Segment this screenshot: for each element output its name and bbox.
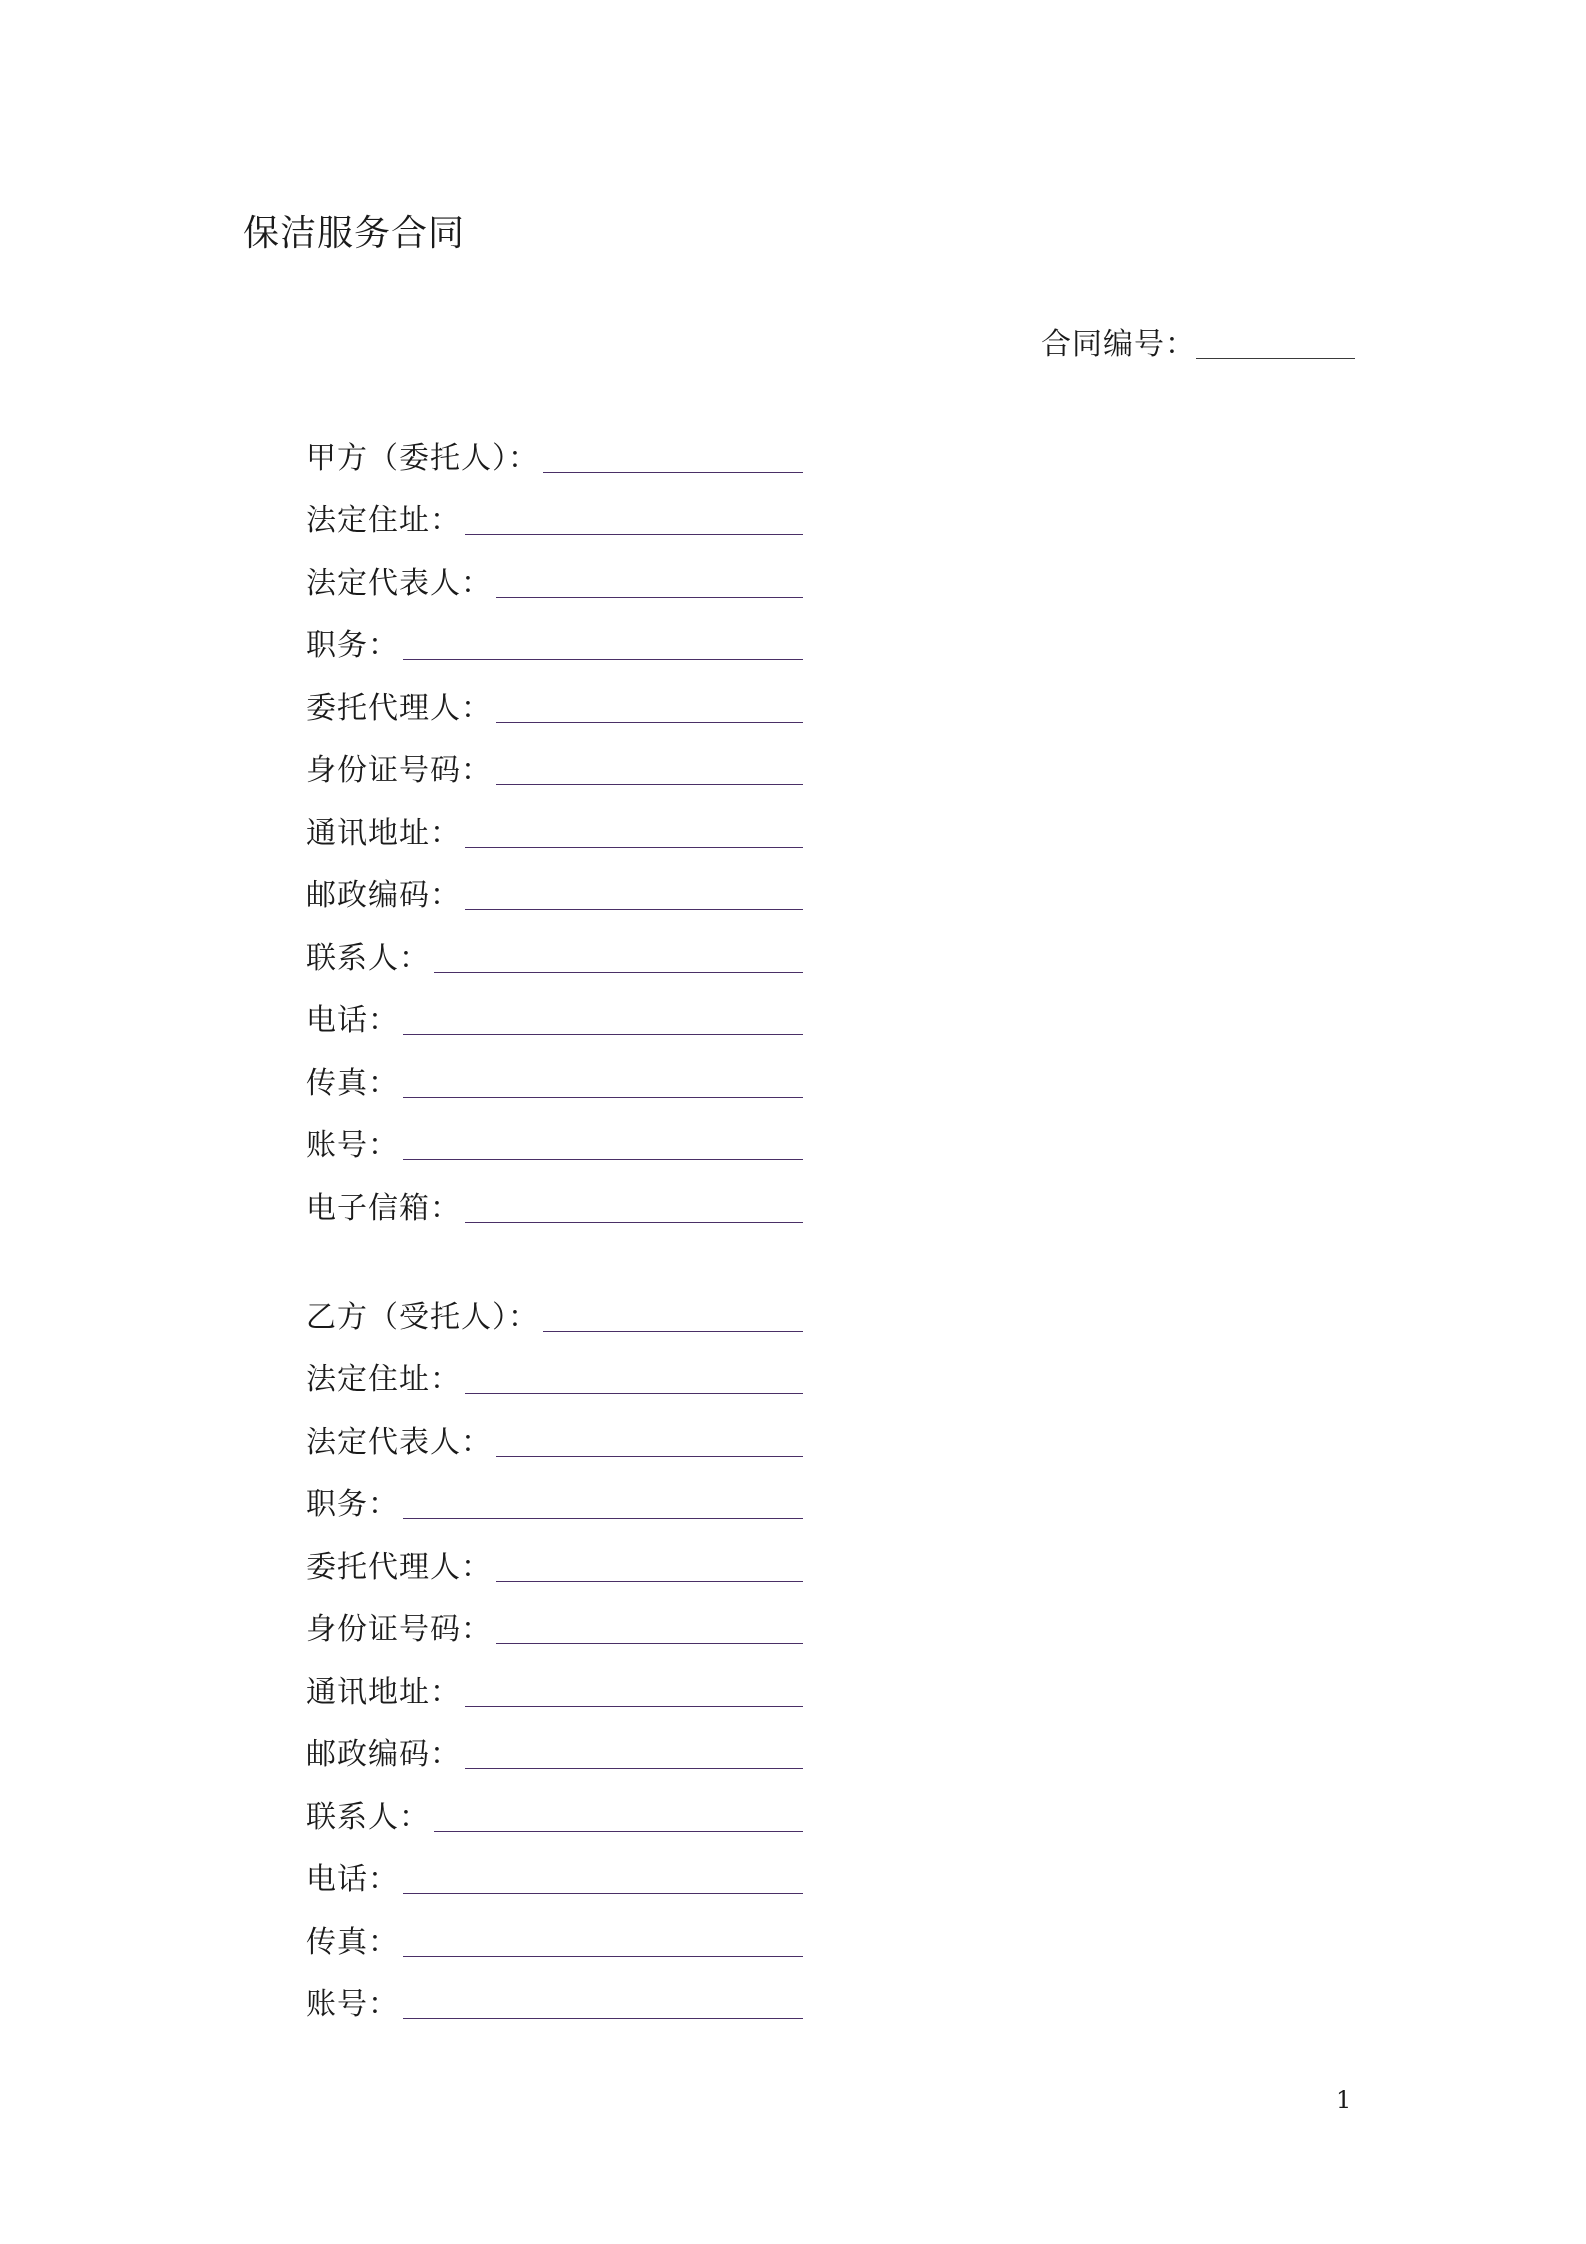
party-a-field-label: 传真： bbox=[306, 1065, 399, 1101]
party-a-field-label: 邮政编码： bbox=[306, 878, 461, 913]
party-b-fill-in-line bbox=[465, 1393, 803, 1394]
party-a-field-label: 身份证号码： bbox=[306, 753, 492, 788]
party-b-fill-in-line bbox=[403, 1893, 803, 1894]
party-a-fill-in-line bbox=[543, 472, 803, 473]
party-a-field-label: 委托代理人： bbox=[306, 690, 492, 726]
party-b-fill-in-line bbox=[403, 2018, 803, 2019]
party-a-field-label: 联系人： bbox=[306, 940, 430, 976]
party-b-field-5 bbox=[306, 1590, 803, 1653]
party-a-field-label: 通讯地址： bbox=[306, 815, 461, 851]
party-b-fill-in-line bbox=[465, 1706, 803, 1707]
party-b-field-label: 法定代表人： bbox=[306, 1424, 492, 1460]
party-a-field-12 bbox=[306, 1168, 803, 1231]
party-b-field-7 bbox=[306, 1715, 803, 1778]
party-b-field-label: 通讯地址： bbox=[306, 1674, 461, 1710]
party-b-field-0 bbox=[306, 1277, 803, 1340]
party-b-fill-in-line bbox=[434, 1831, 803, 1832]
party-b-field-11 bbox=[306, 1965, 803, 2028]
party-b-field-label: 邮政编码： bbox=[306, 1737, 461, 1772]
party-a-field-label: 电子信箱： bbox=[306, 1190, 461, 1226]
party-a-section bbox=[306, 418, 803, 1231]
party-b-field-label: 乙方（受托人）： bbox=[306, 1299, 539, 1335]
party-a-field-5 bbox=[306, 731, 803, 794]
party-a-fill-in-line bbox=[403, 1034, 803, 1035]
party-b-field-9 bbox=[306, 1840, 803, 1903]
party-b-field-4 bbox=[306, 1527, 803, 1590]
party-a-fill-in-line bbox=[403, 1159, 803, 1160]
party-a-field-6 bbox=[306, 793, 803, 856]
party-b-fill-in-line bbox=[496, 1456, 803, 1457]
party-b-field-label: 传真： bbox=[306, 1924, 399, 1960]
page-title: 保洁服务合同 bbox=[243, 213, 466, 254]
party-b-field-label: 法定住址： bbox=[306, 1362, 461, 1397]
party-a-fill-in-line bbox=[496, 597, 803, 598]
party-a-fill-in-line bbox=[403, 1097, 803, 1098]
contract-number-field bbox=[1041, 325, 1355, 365]
party-a-field-7 bbox=[306, 856, 803, 919]
party-b-field-3 bbox=[306, 1465, 803, 1528]
party-a-field-label: 法定住址： bbox=[306, 503, 461, 538]
party-a-field-9 bbox=[306, 981, 803, 1044]
party-b-field-label: 身份证号码： bbox=[306, 1612, 492, 1647]
party-a-field-label: 甲方（委托人）： bbox=[306, 440, 539, 476]
party-a-field-8 bbox=[306, 918, 803, 981]
party-a-field-4 bbox=[306, 668, 803, 731]
party-b-fill-in-line bbox=[496, 1643, 803, 1644]
party-a-fill-in-line bbox=[465, 847, 803, 848]
contract-number-label: 合同编号： bbox=[1041, 327, 1196, 362]
party-b-section bbox=[306, 1277, 803, 2027]
party-a-field-label: 账号： bbox=[306, 1128, 399, 1163]
party-a-fill-in-line bbox=[465, 909, 803, 910]
party-b-field-6 bbox=[306, 1652, 803, 1715]
party-a-field-0 bbox=[306, 418, 803, 481]
party-a-fill-in-line bbox=[465, 1222, 803, 1223]
party-b-fill-in-line bbox=[543, 1331, 803, 1332]
contract-number-blank-line bbox=[1196, 358, 1355, 359]
party-b-fill-in-line bbox=[403, 1956, 803, 1957]
party-a-field-label: 法定代表人： bbox=[306, 565, 492, 601]
party-a-field-11 bbox=[306, 1106, 803, 1169]
party-b-field-label: 电话： bbox=[306, 1862, 399, 1897]
party-a-fill-in-line bbox=[465, 534, 803, 535]
party-a-fill-in-line bbox=[496, 784, 803, 785]
party-a-field-2 bbox=[306, 543, 803, 606]
party-b-fill-in-line bbox=[465, 1768, 803, 1769]
party-b-field-label: 职务： bbox=[306, 1487, 399, 1522]
party-b-field-label: 联系人： bbox=[306, 1799, 430, 1835]
party-b-field-10 bbox=[306, 1902, 803, 1965]
party-b-field-1 bbox=[306, 1340, 803, 1403]
party-b-fill-in-line bbox=[496, 1581, 803, 1582]
party-a-field-label: 职务： bbox=[306, 628, 399, 663]
party-b-fill-in-line bbox=[403, 1518, 803, 1519]
party-a-fill-in-line bbox=[496, 722, 803, 723]
page-number: 1 bbox=[1336, 2086, 1352, 2114]
party-a-field-1 bbox=[306, 481, 803, 544]
party-a-field-10 bbox=[306, 1043, 803, 1106]
party-b-field-label: 委托代理人： bbox=[306, 1549, 492, 1585]
party-b-field-label: 账号： bbox=[306, 1987, 399, 2022]
party-a-field-3 bbox=[306, 606, 803, 669]
party-b-field-8 bbox=[306, 1777, 803, 1840]
party-a-fill-in-line bbox=[403, 659, 803, 660]
party-a-field-label: 电话： bbox=[306, 1003, 399, 1038]
party-b-field-2 bbox=[306, 1402, 803, 1465]
party-a-fill-in-line bbox=[434, 972, 803, 973]
